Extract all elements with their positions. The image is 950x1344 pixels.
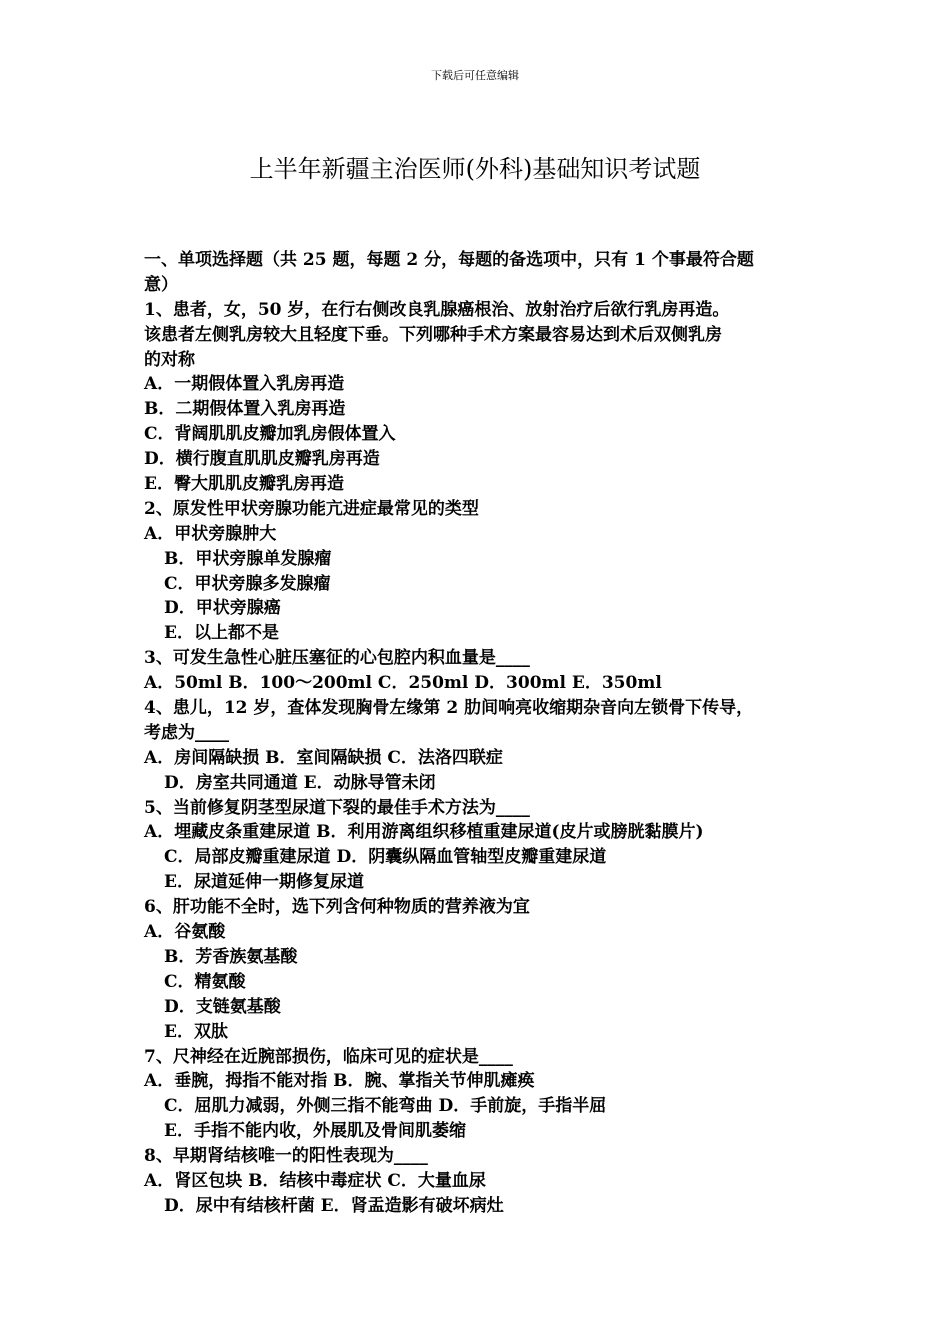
text-line: A．房间隔缺损 B．室间隔缺损 C．法洛四联症 (144, 747, 503, 768)
text-line: 3、可发生急性心脏压塞征的心包腔内积血量是____ (144, 648, 530, 669)
text-line: 意） (144, 274, 178, 295)
text-line: D．房室共同通道 E．动脉导管未闭 (164, 772, 436, 793)
text-line: C．甲状旁腺多发腺瘤 (164, 573, 331, 594)
text-line: 的对称 (144, 349, 195, 370)
document-body (144, 248, 816, 1219)
text-line: A．肾区包块 B．结核中毒症状 C．大量血尿 (144, 1170, 486, 1191)
text-line: 一、单项选择题（共 25 题，每题 2 分，每题的备选项中，只有 1 个事最符合题 (144, 250, 754, 270)
text-line: A．垂腕，拇指不能对指 B．腕、掌指关节伸肌瘫痪 (144, 1071, 535, 1092)
text-line: D．尿中有结核杆菌 E．肾盂造影有破坏病灶 (164, 1195, 504, 1216)
text-line: B．甲状旁腺单发腺瘤 (164, 548, 332, 569)
page-title: 上半年新疆主治医师(外科)基础知识考试题 (249, 155, 701, 183)
text-line: A．埋藏皮条重建尿道 B．利用游离组织移植重建尿道(皮片或膀胱黏膜片) (144, 822, 704, 843)
text-line: B．二期假体置入乳房再造 (144, 399, 346, 420)
text-line: D．支链氨基酸 (164, 996, 281, 1017)
text-line: 2、原发性甲状旁腺功能亢进症最常见的类型 (144, 498, 479, 519)
text-line: E．以上都不是 (164, 623, 279, 644)
text-line: 5、当前修复阴茎型尿道下裂的最佳手术方法为____ (144, 797, 530, 818)
text-line: D．甲状旁腺癌 (164, 598, 281, 619)
text-line: 1、患者，女，50 岁，在行右侧改良乳腺癌根治、放射治疗后欲行乳房再造。 (144, 299, 730, 320)
text-line: A．甲状旁腺肿大 (144, 523, 277, 544)
text-line: A．一期假体置入乳房再造 (144, 374, 345, 395)
text-line: 8、早期肾结核唯一的阳性表现为____ (144, 1146, 428, 1167)
text-line: E．手指不能内收，外展肌及骨间肌萎缩 (164, 1121, 466, 1142)
text-line: E．臀大肌肌皮瓣乳房再造 (144, 474, 344, 495)
text-line: B．芳香族氨基酸 (164, 946, 298, 967)
text-line: D．横行腹直肌肌皮瓣乳房再造 (144, 449, 380, 470)
text-line: 考虑为____ (144, 722, 229, 743)
text-line: 6、肝功能不全时，选下列含何种物质的营养液为宜 (144, 897, 530, 918)
text-line: C．精氨酸 (164, 971, 246, 992)
text-line: C．屈肌力减弱，外侧三指不能弯曲 D．手前旋，手指半屈 (164, 1096, 607, 1117)
text-line: 4、患儿，12 岁，查体发现胸骨左缘第 2 肋间响亮收缩期杂音向左锁骨下传导， (144, 698, 754, 719)
text-line: E．尿道延伸一期修复尿道 (164, 872, 364, 893)
text-line: A．50ml B．100～200ml C．250ml D．300ml E．350ml (144, 673, 662, 694)
text-line: 该患者左侧乳房较大且轻度下垂。下列哪种手术方案最容易达到术后双侧乳房 (144, 324, 722, 345)
text-line: E．双肽 (164, 1021, 228, 1042)
text-line: A．谷氨酸 (144, 922, 226, 943)
text-line: C．背阔肌肌皮瓣加乳房假体置入 (144, 424, 396, 445)
text-line: 7、尺神经在近腕部损伤，临床可见的症状是____ (144, 1046, 513, 1067)
header-note: 下载后可任意编辑 (431, 69, 519, 82)
text-line: C．局部皮瓣重建尿道 D．阴囊纵隔血管轴型皮瓣重建尿道 (164, 847, 607, 868)
